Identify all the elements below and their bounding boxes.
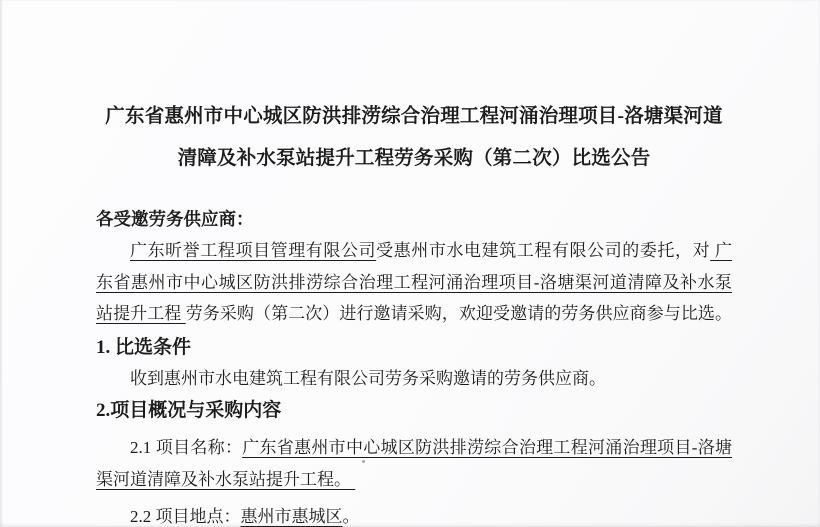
document-text-line <box>96 267 732 299</box>
section-1-heading: 1. 比选条件 <box>96 336 192 358</box>
underlined-text: 站提升工程 <box>96 304 186 323</box>
document-text-line <box>96 298 732 330</box>
document-text-line <box>96 464 732 496</box>
text-segment: 。 <box>342 507 360 526</box>
underlined-text: 广东省惠州市中心城区防洪排涝综合治理工程河涌治理项目-洛塘 <box>242 438 732 457</box>
text-segment: 2.1 项目名称： <box>130 438 243 457</box>
underlined-text: 广 <box>710 241 733 260</box>
text-segment: 收到惠州市水电建筑工程有限公司劳务采购邀请的劳务供应商。 <box>130 369 606 388</box>
underlined-text: 惠州市惠城区 <box>240 507 343 526</box>
title-line-1: 广东省惠州市中心城区防洪排涝综合治理工程河涌治理项目-洛塘渠河道 <box>105 106 723 127</box>
scan-speck <box>362 460 365 463</box>
underlined-text: 渠河道清障及补水泵站提升工程。 <box>96 469 356 489</box>
underlined-text: 广东昕誉工程项目管理有限公司 <box>130 241 377 260</box>
document-text-line <box>96 363 732 395</box>
section-2-body <box>96 432 732 527</box>
document-text-line <box>96 501 732 527</box>
intro-paragraph <box>96 235 732 330</box>
title-line-2: 清障及补水泵站提升工程劳务采购（第二次）比选公告 <box>177 148 651 169</box>
salutation: 各受邀劳务供应商： <box>96 209 254 229</box>
text-segment: 受惠州市水电建筑工程有限公司的委托，对 <box>376 241 711 260</box>
underlined-text: 东省惠州市中心城区防洪排涝综合治理工程河涌治理项目-洛塘渠河道清障及补水泵 <box>96 272 732 292</box>
section-2-heading: 2.项目概况与采购内容 <box>96 399 282 421</box>
section-1-body <box>96 363 732 395</box>
document-content <box>0 96 820 527</box>
document-text-line <box>96 432 732 464</box>
text-segment: 劳务采购（第二次）进行邀请采购，欢迎受邀请的劳务供应商参与比选。 <box>185 304 733 323</box>
text-segment: 2.2 项目地点： <box>130 507 241 526</box>
document-text-line <box>96 235 732 267</box>
document-title <box>96 96 732 180</box>
